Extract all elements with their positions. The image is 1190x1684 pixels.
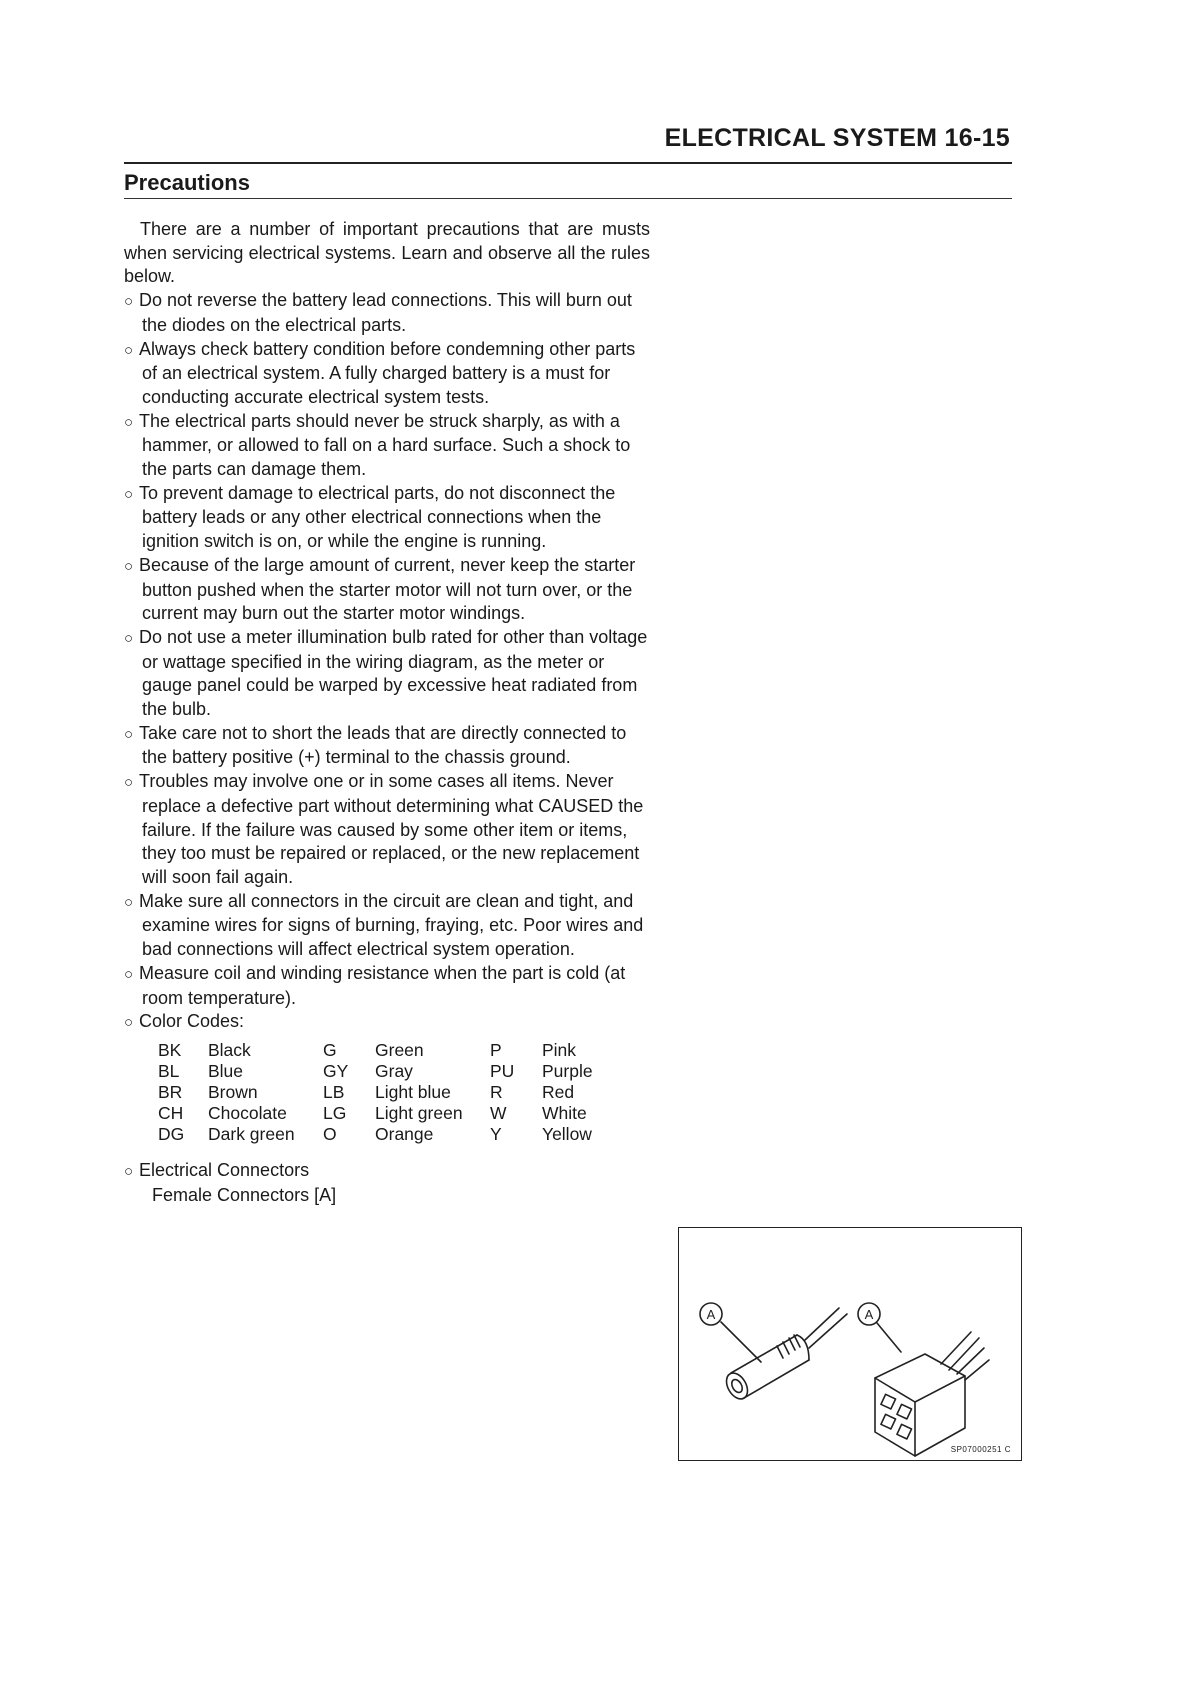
- color-name: White: [542, 1102, 587, 1123]
- precaution-text: Always check battery condition before condemning other parts of an electrical system. A fully charged battery is a must for conducting accurate electrical system tests.: [139, 338, 636, 407]
- precaution-item: [124, 410, 650, 482]
- precaution-text: Troubles may involve one or in some cases all items. Never replace a defective part without determining what CAUSED the failure. If the failure was caused by some other item or items, they too must be repaired or replaced, or the new replacement will soon fail again.: [139, 771, 644, 887]
- section-rule: [124, 198, 1012, 199]
- precaution-text: The electrical parts should never be struck sharply, as with a hammer, or allowed to fall on a hard surface. Such a shock to the parts can damage them.: [139, 410, 631, 480]
- color-code: DG: [158, 1123, 185, 1144]
- figure-label-right: A: [864, 1307, 874, 1322]
- color-code: BR: [158, 1081, 183, 1102]
- color-code: LG: [323, 1102, 347, 1123]
- table-row: [158, 1103, 593, 1124]
- color-code: BK: [158, 1039, 182, 1060]
- bullet-icon: ○: [124, 293, 134, 311]
- color-code: O: [323, 1123, 337, 1144]
- page-header: ELECTRICAL SYSTEM 16-15: [664, 124, 1010, 152]
- table-row: [158, 1082, 593, 1103]
- precaution-item: [124, 338, 650, 410]
- precaution-text: Do not reverse the battery lead connections. This will burn out the diodes on the electrical parts.: [139, 290, 632, 335]
- female-connectors-line: Female Connectors [A]: [152, 1184, 337, 1205]
- precaution-text: To prevent damage to electrical parts, do not disconnect the battery leads or any other electrical connections when the ignition switch is on, or while the engine is running.: [139, 482, 616, 552]
- precaution-text: Measure coil and winding resistance when the part is cold (at room temperature).: [139, 962, 626, 1008]
- precaution-item: [124, 1010, 650, 1035]
- precaution-item: [124, 482, 650, 554]
- color-code: W: [490, 1102, 507, 1123]
- precaution-text: Make sure all connectors in the circuit are clean and tight, and examine wires for signs of burning, fraying, etc. Poor wires and bad connections will affect electrical system operation.: [139, 890, 644, 960]
- bullet-icon: ○: [124, 629, 134, 647]
- color-name: Light green: [375, 1102, 463, 1123]
- precaution-item: [124, 770, 650, 890]
- section-title: Precautions: [124, 170, 250, 195]
- color-code: BL: [158, 1060, 180, 1081]
- color-code: LB: [323, 1081, 345, 1102]
- callout-leader-right: [877, 1323, 901, 1352]
- table-row: [158, 1040, 593, 1061]
- bullet-icon: ○: [124, 485, 134, 503]
- color-code: Y: [490, 1123, 502, 1144]
- intro-paragraph: There are a number of important precautions that are musts when servicing electrical systems. Learn and observe all the rules below.: [124, 219, 650, 287]
- bullet-icon: ○: [124, 557, 134, 575]
- figure-label-left: A: [706, 1307, 716, 1322]
- color-name: Pink: [542, 1039, 577, 1060]
- bullet-icon: ○: [124, 725, 134, 743]
- bullet-icon: ○: [124, 1014, 134, 1032]
- header-rule: [124, 162, 1012, 164]
- connectors-heading: [124, 1159, 650, 1184]
- color-name: Yellow: [542, 1123, 592, 1144]
- bullet-icon: ○: [124, 413, 134, 431]
- precaution-item: [124, 890, 650, 962]
- color-name: Chocolate: [208, 1102, 287, 1123]
- color-name: Gray: [375, 1060, 413, 1081]
- precaution-item: [124, 554, 650, 626]
- connector-figure: [678, 1227, 1022, 1461]
- color-codes-table: [158, 1040, 593, 1145]
- precaution-text: Color Codes:: [139, 1011, 245, 1032]
- color-name: Dark green: [208, 1123, 295, 1144]
- color-name: Orange: [375, 1123, 434, 1144]
- color-name: Brown: [208, 1081, 258, 1102]
- precaution-text: Because of the large amount of current, never keep the starter button pushed when the starter motor will not turn over, or the current may burn out the starter motor windings.: [139, 554, 636, 624]
- figure-code: SP07000251 C: [950, 1445, 1011, 1454]
- precautions-body: [124, 218, 650, 1207]
- color-code: PU: [490, 1060, 515, 1081]
- callout-leader-left: [721, 1322, 761, 1362]
- color-name: Green: [375, 1039, 424, 1060]
- bullet-icon: ○: [124, 965, 134, 983]
- connectors-heading-text: Electrical Connectors: [139, 1159, 310, 1180]
- precaution-item: [124, 289, 650, 337]
- precaution-text: Do not use a meter illumination bulb rated for other than voltage or wattage specified in the wiring diagram, as the meter or gauge panel could be warped by excessive heat radiated from the bulb.: [139, 626, 648, 720]
- table-row: [158, 1061, 593, 1082]
- table-row: [158, 1124, 593, 1145]
- color-name: Red: [542, 1081, 575, 1102]
- precaution-item: [124, 722, 650, 770]
- color-code: R: [490, 1081, 503, 1102]
- color-name: Blue: [208, 1060, 244, 1081]
- color-code: GY: [323, 1060, 349, 1081]
- precaution-text: Take care not to short the leads that are directly connected to the battery positive (+) terminal to the chassis ground.: [139, 722, 627, 768]
- rectangular-connector: [875, 1332, 989, 1456]
- color-name: Purple: [542, 1060, 593, 1081]
- bullet-icon: ○: [124, 341, 134, 359]
- bullet-icon: ○: [124, 774, 134, 792]
- color-name: Light blue: [375, 1081, 451, 1102]
- precaution-item: [124, 962, 650, 1010]
- color-code: G: [323, 1039, 337, 1060]
- bullet-icon: ○: [124, 1162, 134, 1180]
- bullet-icon: ○: [124, 893, 134, 911]
- color-code: CH: [158, 1102, 184, 1123]
- color-name: Black: [208, 1039, 251, 1060]
- color-code: P: [490, 1039, 502, 1060]
- cylindrical-connector: [722, 1308, 847, 1403]
- female-connectors-illustration: [679, 1228, 1023, 1462]
- precaution-item: [124, 626, 650, 722]
